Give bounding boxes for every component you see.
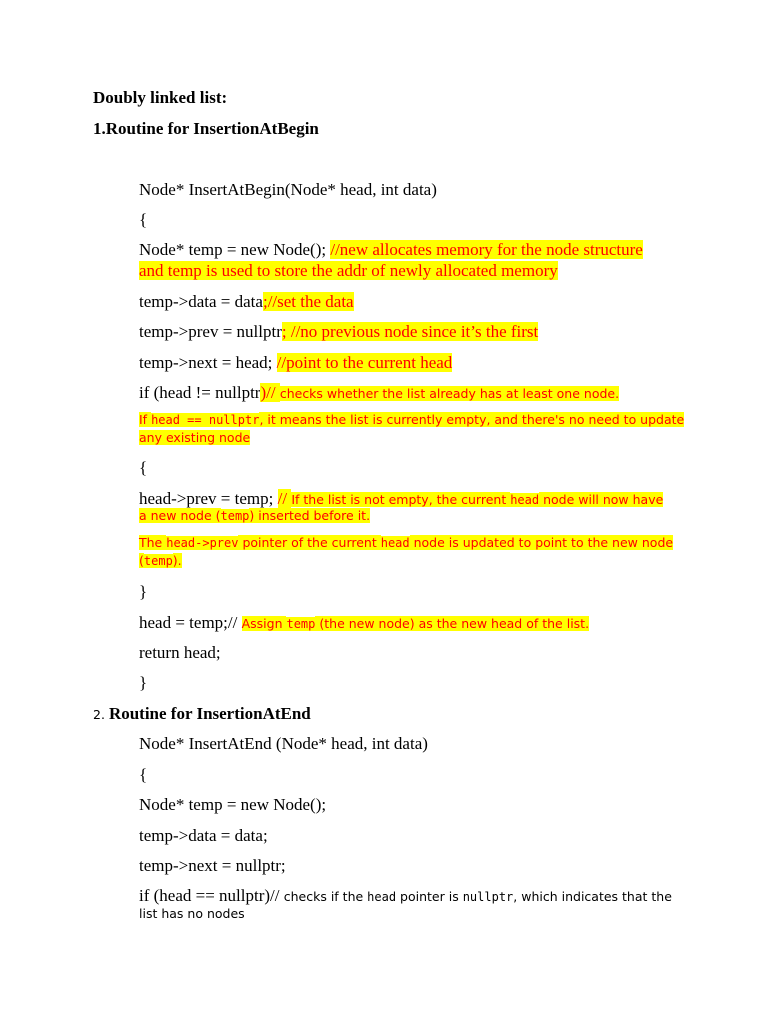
code-comment: pointer is [396, 889, 463, 904]
code-line [139, 489, 663, 509]
code-comment: , which indicates that the [513, 889, 672, 904]
code-text: Node* temp = new Node(); [139, 240, 331, 259]
code-text: temp->next = head; [139, 353, 277, 372]
code-comment: If the list is not empty, the current [291, 492, 511, 507]
code-line [139, 261, 558, 281]
comment-line [139, 508, 370, 523]
code-text: if (head == nullptr)// [139, 886, 284, 905]
code-text: head = temp;// [139, 613, 242, 632]
code-line: { [139, 458, 148, 477]
code-comment: checks whether the list already has at least one node. [279, 386, 620, 401]
inline-code: temp [286, 617, 316, 631]
doc-title: Doubly linked list: [93, 88, 228, 107]
inline-code: head == nullptr [151, 413, 260, 427]
code-line: } [139, 582, 148, 601]
code-text: head->prev = temp; [139, 489, 278, 508]
code-line: temp->next = nullptr; [139, 856, 286, 875]
code-comment: ; //no previous node since it’s the first [281, 322, 539, 341]
code-comment: )// [260, 383, 280, 402]
comment-text: ). [172, 553, 182, 568]
code-line: return head; [139, 643, 221, 662]
section-1-heading: 1.Routine for InsertionAtBegin [93, 119, 319, 138]
code-line: Node* InsertAtBegin(Node* head, int data) [139, 180, 437, 199]
code-comment: node will now have [539, 492, 664, 507]
inline-code: head [510, 493, 540, 507]
code-comment: // [277, 489, 292, 508]
list-number: 2. [93, 707, 105, 722]
inline-code: temp [143, 554, 173, 568]
section-2-heading [93, 704, 311, 724]
comment-text: If [139, 412, 152, 427]
heading-text: Routine for InsertionAtEnd [108, 704, 311, 723]
inline-code: head [367, 890, 397, 904]
inline-code: head [380, 536, 410, 550]
code-line: Node* InsertAtEnd (Node* head, int data) [139, 734, 428, 753]
code-comment: checks if the [283, 889, 368, 904]
code-line: { [139, 210, 148, 229]
code-line: Node* temp = new Node(); [139, 795, 327, 814]
code-line [139, 383, 619, 403]
code-line: { [139, 765, 148, 784]
comment-text: ( [139, 553, 144, 568]
code-comment: //point to the current head [276, 353, 453, 372]
inline-code: temp [220, 509, 250, 523]
comment-line [139, 553, 182, 568]
code-comment: and temp is used to store the addr of newly allocated memory [139, 261, 558, 280]
code-text: temp->data = data [139, 292, 263, 311]
code-line: temp->data = data; [139, 826, 268, 845]
code-line [139, 886, 672, 906]
code-line [139, 322, 538, 342]
comment-text: a new node ( [139, 508, 221, 523]
code-text: if (head != nullptr [139, 383, 261, 402]
code-comment: Assign [241, 616, 287, 631]
code-line [139, 613, 589, 633]
comment-text: any existing node [139, 430, 251, 445]
comment-text: node is updated to point to the new node [409, 535, 674, 550]
comment-text: The [139, 535, 167, 550]
comment-text: ) inserted before it. [249, 508, 371, 523]
inline-code: head->prev [166, 536, 239, 550]
comment-line [139, 412, 684, 427]
inline-code: nullptr [462, 890, 514, 904]
code-line [139, 240, 643, 260]
code-line: } [139, 673, 148, 692]
code-comment: //new allocates memory for the node structure [330, 240, 643, 259]
code-comment: ;//set the data [262, 292, 354, 311]
code-text: temp->prev = nullptr [139, 322, 282, 341]
code-line [139, 292, 354, 312]
comment-line [139, 535, 673, 550]
comment-text: , it means the list is currently empty, and there's no need to update [259, 412, 685, 427]
comment-text: pointer of the current [238, 535, 381, 550]
code-comment: (the new node) as the new head of the list. [315, 616, 590, 631]
comment-line [139, 430, 250, 445]
comment-line: list has no nodes [139, 906, 245, 921]
code-line [139, 353, 452, 373]
